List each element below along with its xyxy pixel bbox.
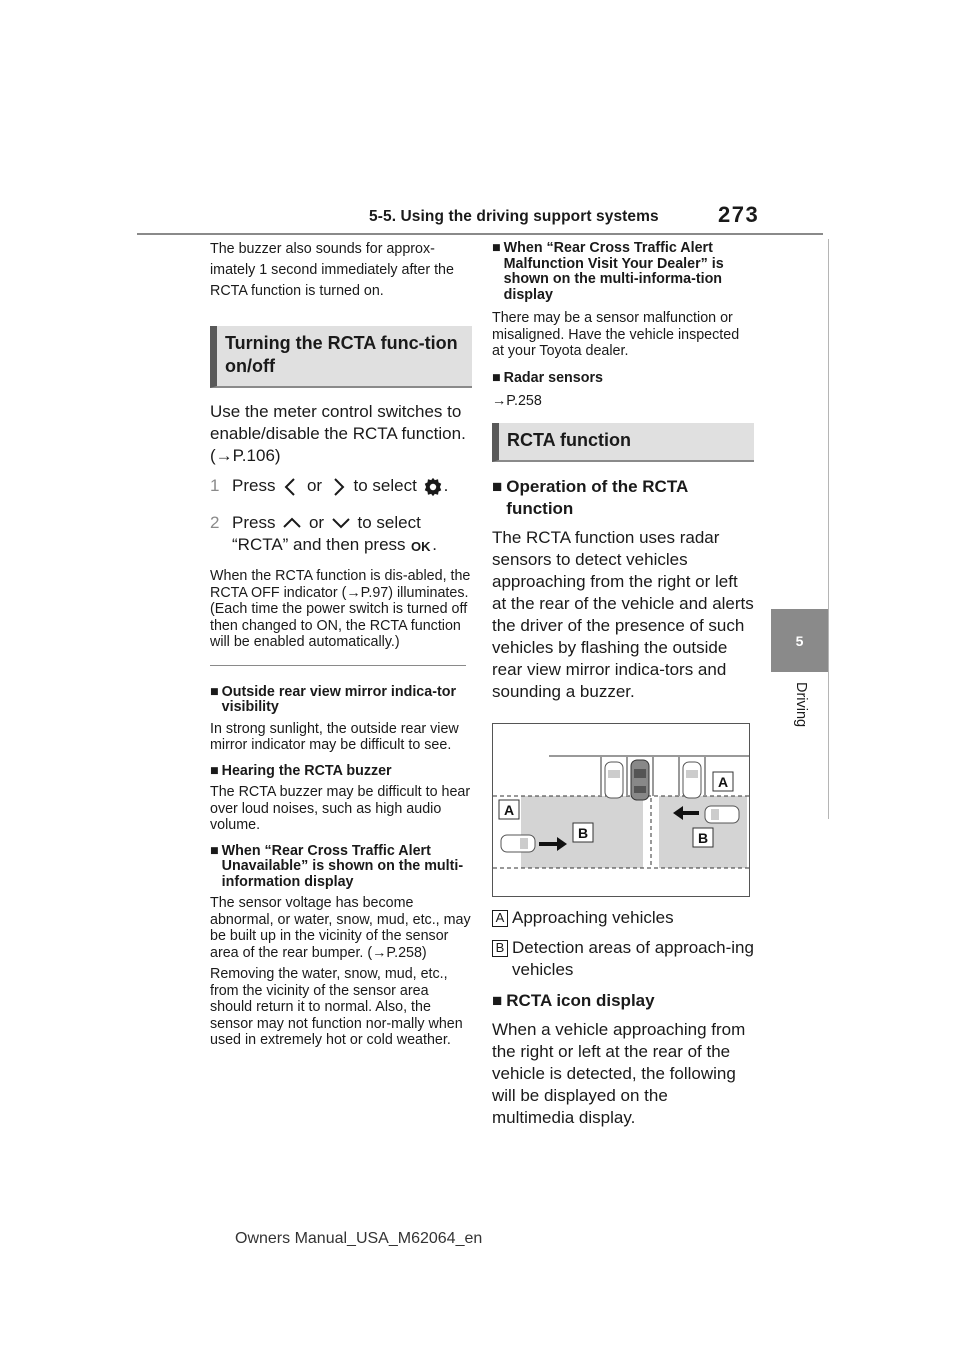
label-a-left (499, 800, 519, 819)
subheading-icon-display: ■ RCTA icon display (492, 990, 655, 1010)
radar-sensors-ref: →P.258 (492, 393, 542, 409)
chapter-label-text: Driving (793, 682, 809, 728)
unavailable-text-2: Removing the water, snow, mud, etc., from the vicinity of the sensor area should return it to normal. Also, the sensor may not function nor-mally when used in extremely hot or cold weather. (210, 966, 463, 1049)
step-end: . (432, 535, 437, 555)
malfunction-text: There may be a sensor malfunction or misaligned. Have the vehicle inspected at your Toyota dealer. (492, 310, 740, 359)
parked-car (683, 762, 701, 798)
section-heading-text: RCTA function (507, 429, 631, 450)
step-text-press: Press (232, 476, 276, 495)
chevron-down-icon (329, 512, 353, 534)
label-a-right (713, 772, 733, 791)
rcta-diagram (492, 723, 750, 897)
step-text-or: or (306, 476, 323, 495)
operation-text: The RCTA function uses radar sensors to detect vehicles approaching from the right or left at the rear of the vehicle and alerts the driver of the presence of such vehicles by flashing the outside rear view mirror indica-tors and sounding a buzzer. (492, 527, 754, 701)
svg-text:A: A (718, 773, 729, 790)
step-number: 2 (210, 512, 220, 532)
parking-lot-illustration (493, 724, 749, 896)
legend-a-text: Approaching vehicles (512, 907, 674, 927)
chevron-up-icon (280, 512, 304, 534)
legend-b (492, 937, 754, 981)
step-text-or: or (308, 512, 325, 532)
ok-button-icon (410, 538, 432, 554)
legend-a (492, 907, 754, 929)
right-column (492, 241, 754, 1129)
use-switches-text: Use the meter control switches to enable/disable the RCTA function. (→P.106) (210, 402, 466, 465)
chevron-right-icon (327, 476, 349, 498)
header-rule (137, 233, 823, 235)
step-number: 1 (210, 476, 220, 495)
disabled-note: When the RCTA function is dis-abled, the RCTA OFF indicator (→P.97) illuminates. (Each time the power switch is turned off then changed to ON, the RCTA function will be enabled automatically.) (210, 568, 471, 651)
intro-text: The buzzer also sounds for approx-imately 1 second immediately after the RCTA function is turned on. (210, 241, 454, 299)
svg-text:A: A (504, 801, 515, 818)
subheading-hearing-buzzer: ■ Hearing the RCTA buzzer (210, 762, 392, 779)
icon-display-text: When a vehicle approaching from the right or left at the rear of the vehicle is detected, the following will be displayed on the multimedia display. (492, 1019, 746, 1127)
step-end: . (443, 476, 449, 495)
chevron-left-icon (280, 476, 302, 498)
footer-manual-id: Owners Manual_USA_M62064_en (235, 1230, 483, 1247)
parked-car (605, 762, 623, 798)
approaching-vehicle-left (501, 835, 535, 852)
section-header-title: 5-5. Using the driving support systems (369, 208, 659, 225)
chapter-label (766, 678, 836, 748)
svg-text:OK: OK (411, 538, 431, 554)
left-column (210, 239, 472, 1049)
step-1 (210, 475, 472, 498)
subheading-mirror-visibility: ■ Outside rear view mirror indica-tor visibility (210, 683, 457, 716)
legend-b-text: Detection areas of approach-ing vehicles (512, 937, 754, 979)
label-b-right (693, 828, 713, 847)
unavailable-text: The sensor voltage has become abnormal, or water, snow, mud, etc., may be built up in the vicinity of the sensor area of the rear bumper. (→P.258) (210, 895, 471, 961)
step-text-press: Press (232, 512, 276, 532)
subheading-malfunction: ■ When “Rear Cross Traffic Alert Malfunction Visit Your Dealer” is shown on the multi-informa-tion display (492, 240, 724, 303)
svg-text:B: B (578, 824, 589, 841)
section-heading-turning-on-off (210, 326, 472, 388)
section-heading-text: Turning the RCTA func-tion on/off (225, 333, 458, 376)
subheading-unavailable: ■ When “Rear Cross Traffic Alert Unavailable” is shown on the multi-information display (210, 842, 464, 890)
gear-icon (422, 476, 444, 498)
approaching-vehicle-right (705, 806, 739, 823)
hearing-buzzer-text: The RCTA buzzer may be difficult to hear over loud noises, such as high audio volume. (210, 784, 471, 834)
page-number: 273 (718, 202, 760, 227)
legend-key-a: A (492, 910, 508, 927)
step-text-rest: “RCTA” and then press (232, 535, 406, 555)
step-text-select: to select (353, 476, 417, 495)
chapter-number: 5 (795, 632, 804, 649)
step-2 (210, 512, 472, 557)
subheading-radar-sensors: ■ Radar sensors (492, 369, 603, 386)
legend-key-b: B (492, 940, 508, 957)
note-divider (210, 665, 466, 666)
mirror-visibility-text: In strong sunlight, the outside rear view mirror indicator may be difficult to see. (210, 720, 459, 754)
own-vehicle (631, 760, 649, 800)
chapter-tab (771, 609, 828, 672)
subheading-operation: ■ Operation of the RCTA function (492, 476, 688, 518)
section-heading-rcta-function (492, 423, 754, 462)
steps-list (210, 475, 472, 556)
svg-text:B: B (698, 829, 709, 846)
step-text-select: to select (357, 512, 421, 532)
label-b-left (573, 823, 593, 842)
